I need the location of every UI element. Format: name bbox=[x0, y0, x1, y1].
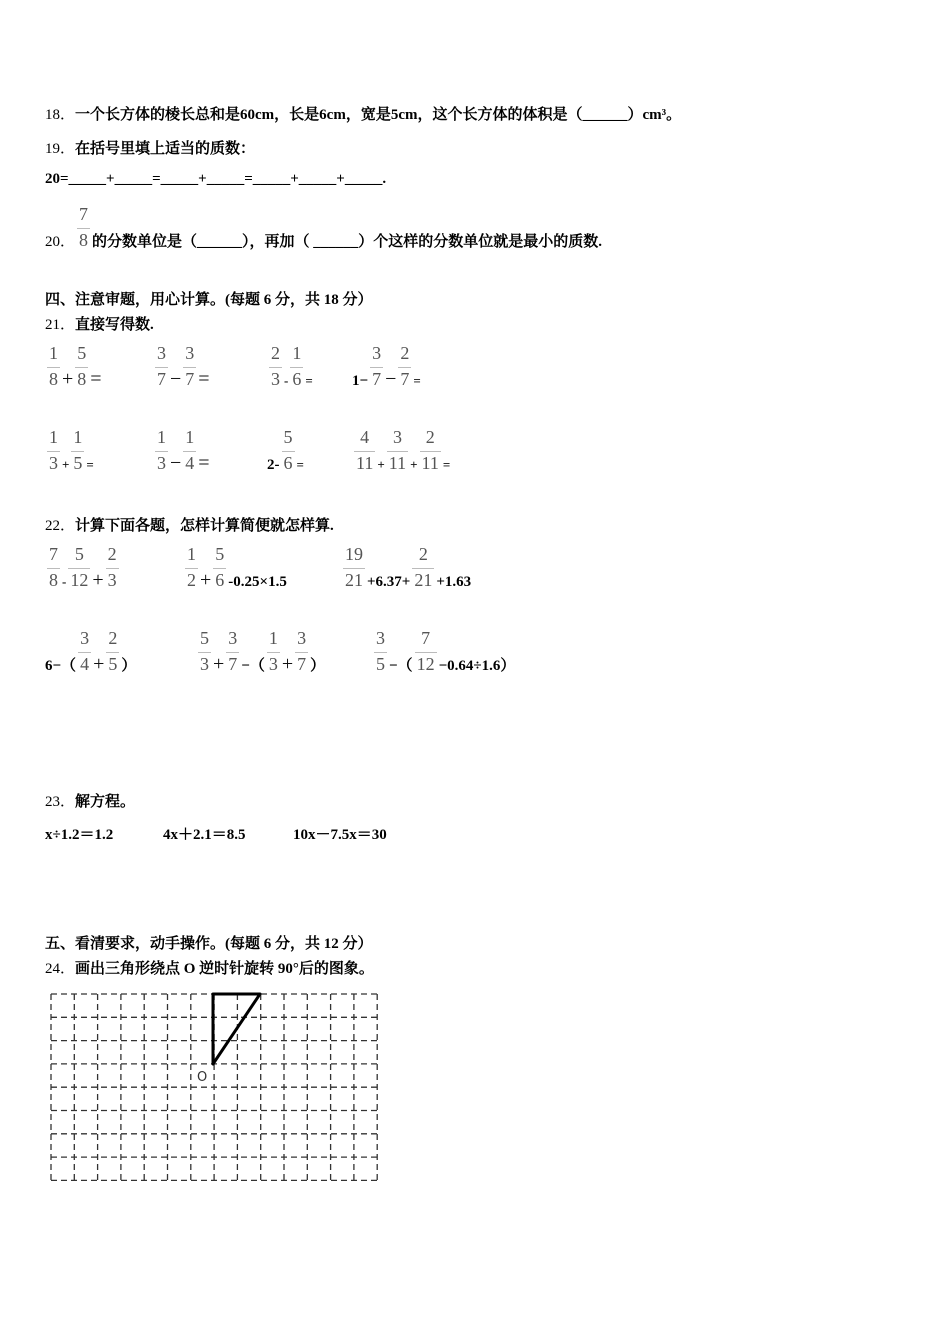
fraction bbox=[106, 627, 119, 675]
denominator: 5 bbox=[108, 654, 118, 674]
fraction bbox=[370, 342, 383, 390]
numerator: 4 bbox=[360, 427, 370, 447]
fraction bbox=[398, 342, 411, 390]
operator: = bbox=[90, 368, 102, 390]
denominator: 3 bbox=[271, 369, 280, 389]
denominator: 7 bbox=[228, 654, 238, 674]
question-18: 18．一个长方体的棱长总和是60cm，长是6cm，宽是5cm，这个长方体的体积是（______）cm³。 bbox=[45, 107, 682, 123]
question-23: 23．解方程。 bbox=[45, 794, 136, 810]
operator: + bbox=[92, 569, 104, 591]
equation-2: 4x＋2.1＝8.5 bbox=[163, 827, 246, 843]
fraction bbox=[185, 543, 198, 591]
numerator: 1 bbox=[268, 628, 278, 648]
denominator: 4 bbox=[185, 453, 195, 473]
equation-3: 10x－7.5x＝30 bbox=[293, 827, 387, 843]
fraction bbox=[387, 426, 408, 474]
operator: − bbox=[385, 368, 397, 390]
numerator: 3 bbox=[297, 628, 307, 648]
fraction bbox=[295, 627, 308, 675]
numerator: 3 bbox=[372, 343, 382, 363]
expression-text: +6.37+ bbox=[367, 574, 411, 590]
fraction bbox=[412, 543, 434, 591]
fraction bbox=[282, 426, 295, 474]
fraction bbox=[68, 543, 90, 591]
question-24: 24．画出三角形绕点 O 逆时针旋转 90°后的图象。 bbox=[45, 961, 374, 977]
rotation-grid bbox=[45, 988, 385, 1188]
denominator: 3 bbox=[107, 570, 117, 590]
numerator: 19 bbox=[345, 544, 363, 564]
numerator: 1 bbox=[73, 427, 83, 447]
operator: + bbox=[93, 653, 105, 675]
numerator: 5 bbox=[74, 544, 84, 564]
numerator: 1 bbox=[157, 427, 166, 447]
operator: = bbox=[198, 452, 210, 474]
numerator: 1 bbox=[292, 343, 302, 363]
fraction bbox=[269, 342, 282, 390]
operator: + bbox=[200, 569, 212, 591]
denominator: 21 bbox=[345, 570, 363, 590]
operator: = bbox=[198, 368, 210, 390]
expression bbox=[45, 342, 102, 391]
operator: − bbox=[170, 452, 182, 474]
section-5-heading: 五、看清要求，动手操作。(每题 6 分，共 12 分） bbox=[45, 936, 373, 952]
expression-text: ） bbox=[310, 658, 326, 674]
numerator: 2 bbox=[271, 343, 280, 363]
expression-text: −（ bbox=[241, 658, 265, 674]
numerator: 2 bbox=[425, 427, 435, 447]
expression bbox=[341, 543, 471, 591]
numerator: 7 bbox=[421, 628, 431, 648]
numerator: 3 bbox=[157, 343, 166, 363]
equation-1: x÷1.2＝1.2 bbox=[45, 827, 114, 843]
expression bbox=[267, 426, 304, 474]
denominator: 11 bbox=[421, 453, 439, 473]
fraction bbox=[155, 342, 168, 390]
operator: = bbox=[86, 457, 94, 472]
fraction bbox=[267, 627, 280, 675]
fraction bbox=[155, 426, 168, 474]
numerator: 3 bbox=[80, 628, 90, 648]
expression-text: −（ bbox=[389, 658, 413, 674]
denominator: 7 bbox=[157, 369, 166, 389]
operator: + bbox=[281, 653, 294, 675]
fraction bbox=[183, 426, 196, 474]
fraction bbox=[415, 627, 437, 675]
operator: + bbox=[62, 457, 70, 472]
denominator: 7 bbox=[400, 369, 410, 389]
numerator: 3 bbox=[376, 628, 385, 648]
denominator: 3 bbox=[268, 654, 278, 674]
expression-text: 1− bbox=[352, 373, 369, 389]
fraction bbox=[213, 543, 226, 591]
expression bbox=[45, 627, 136, 676]
numerator: 2 bbox=[108, 628, 118, 648]
expression bbox=[372, 627, 515, 675]
denominator: 3 bbox=[157, 453, 166, 473]
expression-text: −0.64÷1.6） bbox=[438, 658, 516, 674]
fraction bbox=[106, 543, 119, 591]
question-20: 20． $\frac{7}{8}$ 的分数单位是（______），再加（ ______）个这样的分数单位就是最小的质数. bbox=[45, 204, 603, 250]
denominator: 7 bbox=[297, 654, 307, 674]
fraction bbox=[71, 426, 84, 474]
question-21: 21．直接写得数. bbox=[45, 317, 154, 333]
numerator: 5 bbox=[77, 343, 87, 363]
denominator: 7 bbox=[185, 369, 195, 389]
denominator: 12 bbox=[70, 570, 89, 590]
fraction bbox=[226, 627, 239, 675]
operator: + bbox=[377, 457, 385, 472]
fraction bbox=[420, 426, 441, 474]
expression bbox=[196, 627, 325, 676]
operator: = bbox=[413, 373, 421, 388]
denominator: 6 bbox=[292, 369, 302, 389]
expression-text: 2- bbox=[267, 457, 280, 473]
operator: = bbox=[305, 373, 313, 388]
expression-text: -0.25×1.5 bbox=[228, 574, 287, 590]
expression bbox=[183, 543, 287, 592]
numerator: 2 bbox=[400, 343, 410, 363]
numerator: 2 bbox=[107, 544, 117, 564]
denominator: 3 bbox=[200, 654, 209, 674]
numerator: 1 bbox=[49, 427, 58, 447]
expression bbox=[45, 543, 121, 592]
fraction: $\frac{7}{8}$ bbox=[79, 204, 89, 250]
denominator: 6 bbox=[283, 453, 293, 473]
expression bbox=[45, 426, 94, 474]
denominator: 8 bbox=[77, 369, 87, 389]
denominator: 11 bbox=[388, 453, 407, 473]
fraction bbox=[198, 627, 211, 675]
fraction bbox=[47, 426, 60, 474]
numerator: 3 bbox=[392, 427, 402, 447]
expression-text: ） bbox=[121, 658, 137, 674]
fraction bbox=[78, 627, 91, 675]
fraction bbox=[47, 543, 60, 591]
numerator: 7 bbox=[49, 544, 58, 564]
operator: = bbox=[442, 457, 451, 472]
numerator: 3 bbox=[185, 343, 195, 363]
section-4-heading: 四、注意审题，用心计算。(每题 6 分，共 18 分） bbox=[45, 292, 373, 308]
denominator: 8 bbox=[49, 570, 58, 590]
denominator: 21 bbox=[414, 570, 433, 590]
fraction bbox=[354, 426, 375, 474]
expression bbox=[153, 342, 210, 391]
denominator: 8 bbox=[49, 369, 58, 389]
numerator: 1 bbox=[49, 343, 58, 363]
denominator: 12 bbox=[416, 654, 435, 674]
operator: + bbox=[213, 653, 225, 675]
numerator: 3 bbox=[228, 628, 238, 648]
numerator: 2 bbox=[418, 544, 428, 564]
expression-text: 6−（ bbox=[45, 658, 77, 674]
denominator: 7 bbox=[372, 369, 382, 389]
denominator: 2 bbox=[187, 570, 196, 590]
question-22: 22．计算下面各题，怎样计算简便就怎样算. bbox=[45, 518, 334, 534]
fraction bbox=[343, 543, 365, 591]
point-o-label: O bbox=[197, 1070, 208, 1085]
operator: + bbox=[62, 368, 74, 390]
denominator: 6 bbox=[215, 570, 225, 590]
operator: − bbox=[170, 368, 182, 390]
numerator: 5 bbox=[283, 427, 293, 447]
expression bbox=[352, 342, 421, 391]
numerator: 1 bbox=[185, 427, 195, 447]
numerator: 1 bbox=[187, 544, 196, 564]
denominator: 3 bbox=[49, 453, 58, 473]
denominator: 5 bbox=[73, 453, 83, 473]
numerator: 5 bbox=[200, 628, 209, 648]
fraction bbox=[75, 342, 88, 390]
fraction bbox=[290, 342, 303, 390]
denominator: 5 bbox=[376, 654, 385, 674]
operator: - bbox=[62, 574, 67, 589]
question-19: 19．在括号里填上适当的质数： bbox=[45, 141, 256, 157]
denominator: 4 bbox=[80, 654, 90, 674]
triangle bbox=[213, 994, 260, 1064]
expression bbox=[352, 426, 450, 474]
numerator: 5 bbox=[215, 544, 225, 564]
denominator: 11 bbox=[356, 453, 374, 473]
fraction bbox=[374, 627, 387, 675]
operator: + bbox=[410, 457, 418, 472]
fraction bbox=[183, 342, 196, 390]
expression bbox=[267, 342, 313, 390]
fraction bbox=[47, 342, 60, 390]
expression bbox=[153, 426, 210, 475]
operator: = bbox=[296, 457, 304, 472]
operator: - bbox=[284, 373, 289, 388]
expression-text: +1.63 bbox=[436, 574, 472, 590]
question-19-blanks: 20=_____+_____=_____+_____=_____+_____+_____. bbox=[45, 171, 387, 187]
